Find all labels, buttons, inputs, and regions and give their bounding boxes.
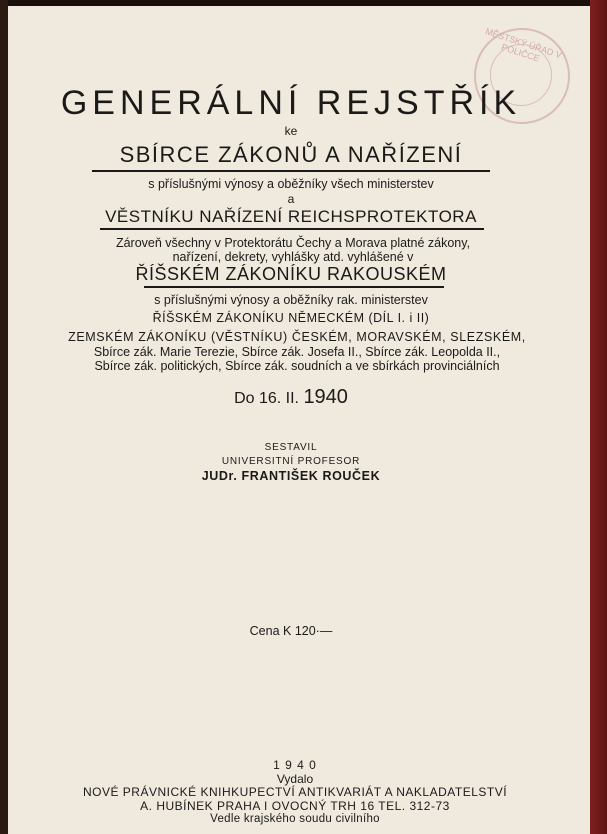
subtitle-vestnik: VĚSTNÍKU NAŘÍZENÍ REICHSPROTEKTORA <box>105 207 477 226</box>
divider-3 <box>144 286 444 288</box>
date-line <box>0 386 582 409</box>
title-page <box>8 6 590 834</box>
text-vydalo: Vydalo <box>276 772 314 786</box>
text-prislusne-ministerstev: s příslušnými výnosy a oběžníky všech ministerstev <box>148 177 434 191</box>
publisher-line-3: Vedle krajského soudu civilního <box>210 813 380 825</box>
publication-year: 1 9 4 0 <box>273 758 317 772</box>
price: Cena K 120·— <box>249 624 333 638</box>
subtitle-risske-rakouske: ŘÍŠSKÉM ZÁKONÍKU RAKOUSKÉM <box>135 264 447 284</box>
book-spine <box>590 0 607 834</box>
text-sbirky-1: Sbírce zák. Marie Terezie, Sbírce zák. Josefa II., Sbírce zák. Leopolda II., <box>93 345 501 359</box>
subtitle-sbirka: SBÍRCE ZÁKONŮ A NAŘÍZENÍ <box>119 142 463 167</box>
stamp-text: MĚSTSKÝ ÚŘAD V POLIČCE <box>484 26 563 64</box>
text-zaroven-2: nařízení, dekrety, vyhlášky atd. vyhlášené v <box>172 250 414 264</box>
publisher-line-1: NOVÉ PRÁVNICKÉ KNIHKUPECTVÍ ANTIKVARIÁT A NAKLADATELSTVÍ <box>82 785 508 799</box>
text-zemsky-zakonik: ZEMSKÉM ZÁKONÍKU (VĚSTNÍKU) ČESKÉM, MORAVSKÉM, SLEZSKÉM, <box>68 330 526 344</box>
text-risske-nemecke: ŘÍŠSKÉM ZÁKONÍKU NĚMECKÉM (DÍL I. i II) <box>152 311 430 325</box>
author-name: JUDr. FRANTIŠEK ROUČEK <box>201 469 381 483</box>
publisher-line-2: A. HUBÍNEK PRAHA I OVOCNÝ TRH 16 TEL. 312-73 <box>140 799 450 813</box>
divider-2 <box>100 228 484 230</box>
text-a: a <box>287 192 295 206</box>
date-year: 1940 <box>303 386 348 408</box>
text-zaroven-1: Zároveň všechny v Protektorátu Čechy a Morava platné zákony, <box>115 236 471 250</box>
page-title: GENERÁLNÍ REJSTŘÍK <box>60 84 522 122</box>
text-prislusne-rak: s příslušnými výnosy a oběžníky rak. ministerstev <box>154 293 428 307</box>
divider-1 <box>92 170 490 172</box>
text-sestavil: SESTAVIL <box>264 442 318 453</box>
ke-text: ke <box>284 124 298 138</box>
date-prefix: Do 16. II. <box>234 390 299 407</box>
text-sbirky-2: Sbírce zák. politických, Sbírce zák. soudních a ve sbírkách provinciálních <box>94 359 500 373</box>
text-profesor: UNIVERSITNÍ PROFESOR <box>221 456 361 467</box>
